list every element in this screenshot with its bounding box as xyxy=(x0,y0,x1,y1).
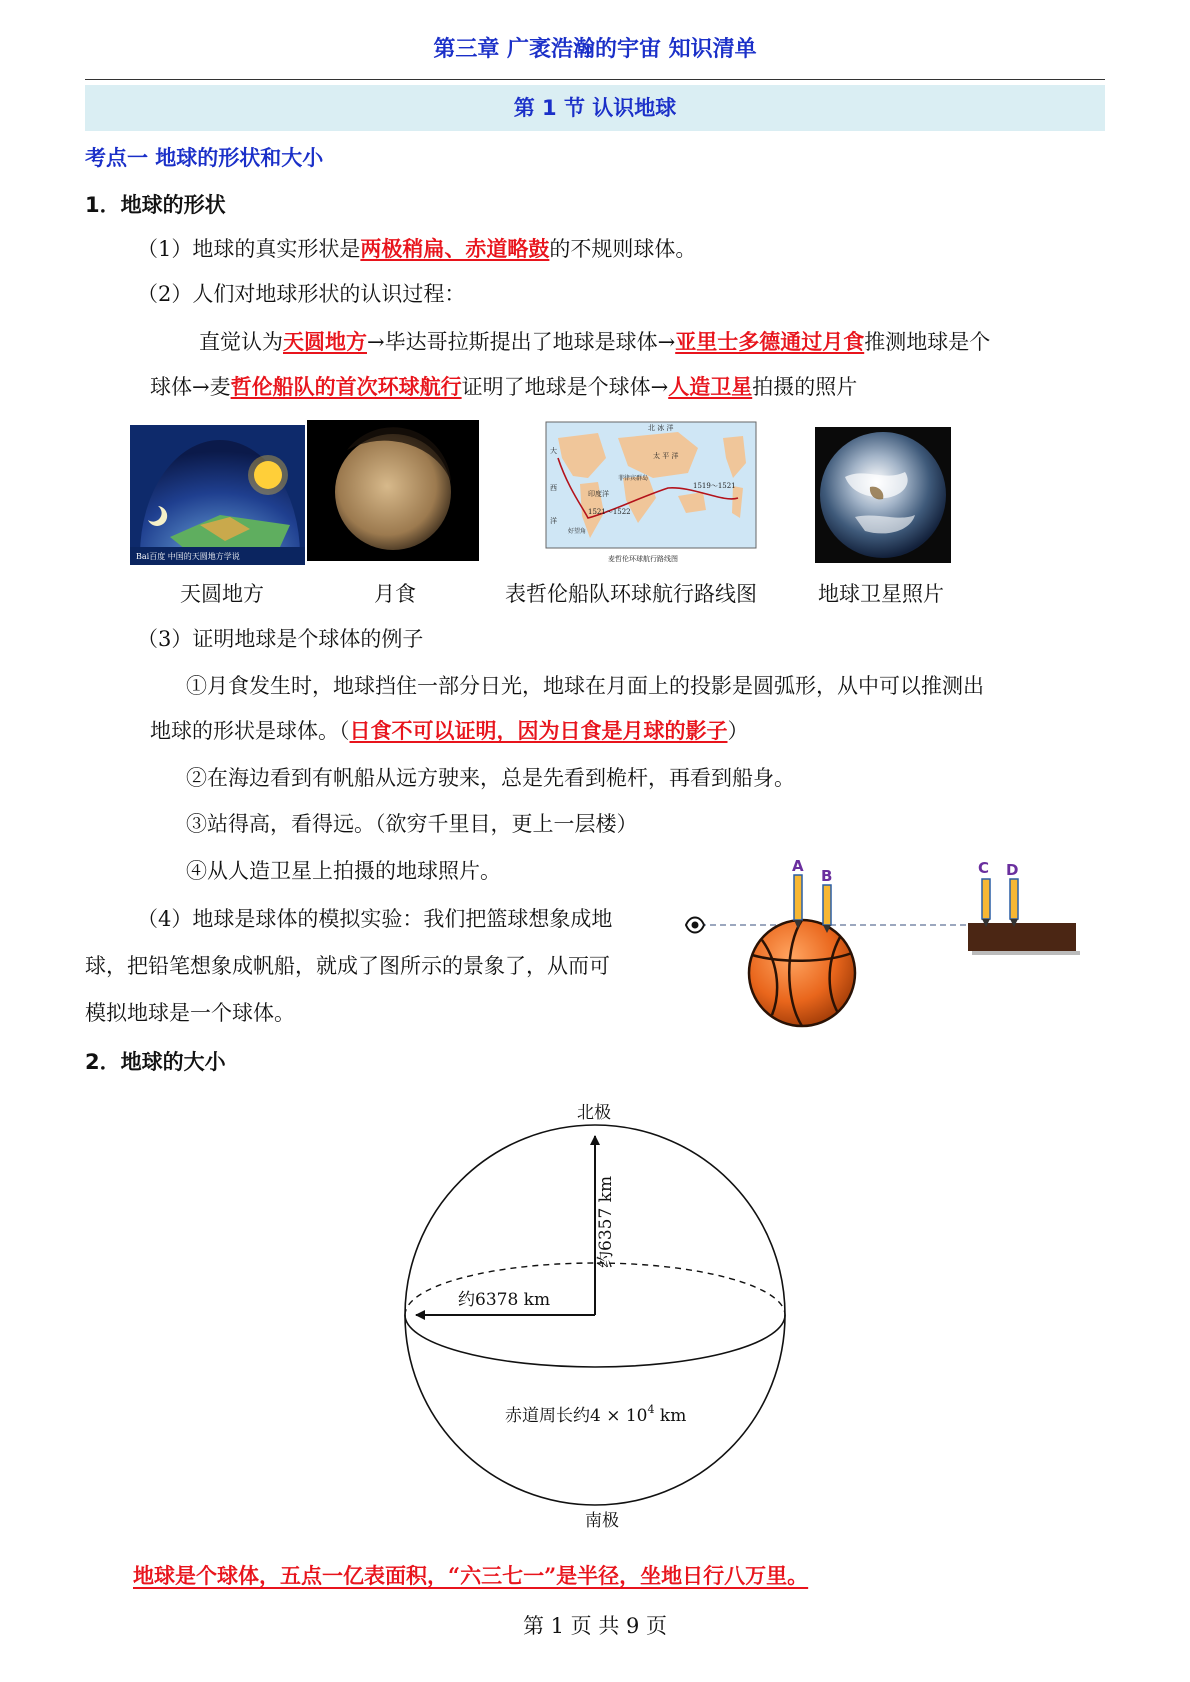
heading-earth-shape: 1．地球的形状 xyxy=(85,193,226,217)
item-4-line-1: （4）地球是球体的模拟实验：我们把篮球想象成地 xyxy=(137,907,613,931)
text: 地球的形状是球体。（ xyxy=(150,719,350,743)
key-tianyuandifang: 天圆地方 xyxy=(283,329,367,354)
map-atlantic-c: 洋 xyxy=(550,517,557,525)
circumference-base: 赤道周长约4 × 10 xyxy=(505,1406,648,1426)
pencil-label-d: D xyxy=(1006,861,1019,879)
earth-motto: 地球是个球体，五点一亿表面积，“六三七一”是半径，坐地日行八万里。 xyxy=(133,1563,809,1588)
item-3-point-2: ②在海边看到有帆船从远方驶来，总是先看到桅杆，再看到船身。 xyxy=(186,766,795,790)
key-magellan: 哲伦船队的首次环球航行 xyxy=(230,374,462,399)
item-3-heading: （3）证明地球是个球体的例子 xyxy=(137,627,424,651)
text: 证明了地球是个球体→ xyxy=(461,375,669,399)
item-2-line-2 xyxy=(150,372,857,402)
south-pole-label: 南极 xyxy=(585,1511,619,1531)
polar-radius-label: 约6357 km xyxy=(596,1175,616,1268)
map-year-2: 1521～1522 xyxy=(588,508,631,516)
equatorial-radius-label: 约6378 km xyxy=(458,1290,551,1310)
caption-satellite-photo: 地球卫星照片 xyxy=(818,582,944,606)
map-pacific-label: 太 平 洋 xyxy=(653,452,679,460)
map-good-hope: 好望角 xyxy=(568,528,587,535)
item-1-key: 两极稍扁、赤道略鼓 xyxy=(360,236,550,261)
item-3-point-3: ③站得高，看得远。（欲穷千里目，更上一层楼） xyxy=(186,812,638,836)
caption-tianyuandifang: 天圆地方 xyxy=(180,582,264,606)
item-1-post: 的不规则球体。 xyxy=(549,237,697,261)
pencil-label-a: A xyxy=(792,857,804,875)
basketball-pencil-experiment xyxy=(680,855,1100,1030)
pencil-label-b: B xyxy=(821,867,833,885)
item-4-line-2: 球，把铅笔想象成帆船，就成了图所示的景象了，从而可 xyxy=(85,954,610,978)
caption-magellan-map: 表哲伦船队环球航行路线图 xyxy=(505,582,757,606)
kaodian-heading: 考点一 地球的形状和大小 xyxy=(85,146,324,170)
map-indian-label: 印度洋 xyxy=(588,490,609,498)
item-2-heading: （2）人们对地球形状的认识过程： xyxy=(137,282,466,306)
item-3-point-4: ④从人造卫星上拍摄的地球照片。 xyxy=(186,859,501,883)
heading-earth-size: 2．地球的大小 xyxy=(85,1050,226,1074)
caption-lunar-eclipse: 月食 xyxy=(374,582,416,606)
item-1-pre: （1）地球的真实形状是 xyxy=(137,237,361,261)
earth-size-diagram xyxy=(395,1090,805,1540)
key-aristotle: 亚里士多德通过月食 xyxy=(675,329,865,354)
magellan-route-map xyxy=(528,418,764,566)
lunar-eclipse-image xyxy=(307,420,479,561)
key-solar-eclipse: 日食不可以证明，因为日食是月球的影子 xyxy=(349,718,728,743)
text: →毕达哥拉斯提出了地球是球体→ xyxy=(367,330,676,354)
text: 拍摄的照片 xyxy=(752,375,858,399)
section-title: 第 1 节 认识地球 xyxy=(85,85,1105,131)
map-year-1: 1519～1521 xyxy=(693,482,736,490)
text: 推测地球是个 xyxy=(864,330,991,354)
pencil-label-c: C xyxy=(978,859,990,877)
page-footer: 第 1 页 共 9 页 xyxy=(522,1614,668,1638)
item-3-point-1-line-2 xyxy=(150,716,749,746)
text: 直觉认为 xyxy=(199,330,283,354)
text: 球体→麦 xyxy=(150,375,231,399)
circumference-exponent: 4 xyxy=(647,1403,655,1416)
item-3-point-1-line-1: ①月食发生时，地球挡住一部分日光，地球在月面上的投影是圆弧形，从中可以推测出 xyxy=(186,674,984,698)
heaven-round-earth-square-image xyxy=(130,425,305,565)
heaven-brand-text: Bai百度 中国的天圆地方学说 xyxy=(136,552,240,561)
document-title: 第三章 广袤浩瀚的宇宙 知识清单 xyxy=(433,37,757,62)
item-4-line-3: 模拟地球是一个球体。 xyxy=(85,1001,295,1025)
title-divider xyxy=(85,79,1105,80)
map-title: 麦哲伦环球航行路线图 xyxy=(608,555,678,563)
equator-circumference-label xyxy=(505,1403,686,1426)
map-atlantic-b: 西 xyxy=(550,484,557,492)
map-arctic-label: 北 冰 洋 xyxy=(648,424,674,432)
map-atlantic-a: 大 xyxy=(550,447,557,455)
text: ） xyxy=(727,719,749,743)
key-satellite: 人造卫星 xyxy=(668,374,753,399)
north-pole-label: 北极 xyxy=(577,1103,611,1123)
item-1-line xyxy=(137,234,696,264)
circumference-unit: km xyxy=(654,1406,687,1426)
item-2-line-1 xyxy=(199,327,990,357)
earth-satellite-photo xyxy=(815,427,951,563)
map-philippines: 菲律宾群岛 xyxy=(618,475,649,482)
